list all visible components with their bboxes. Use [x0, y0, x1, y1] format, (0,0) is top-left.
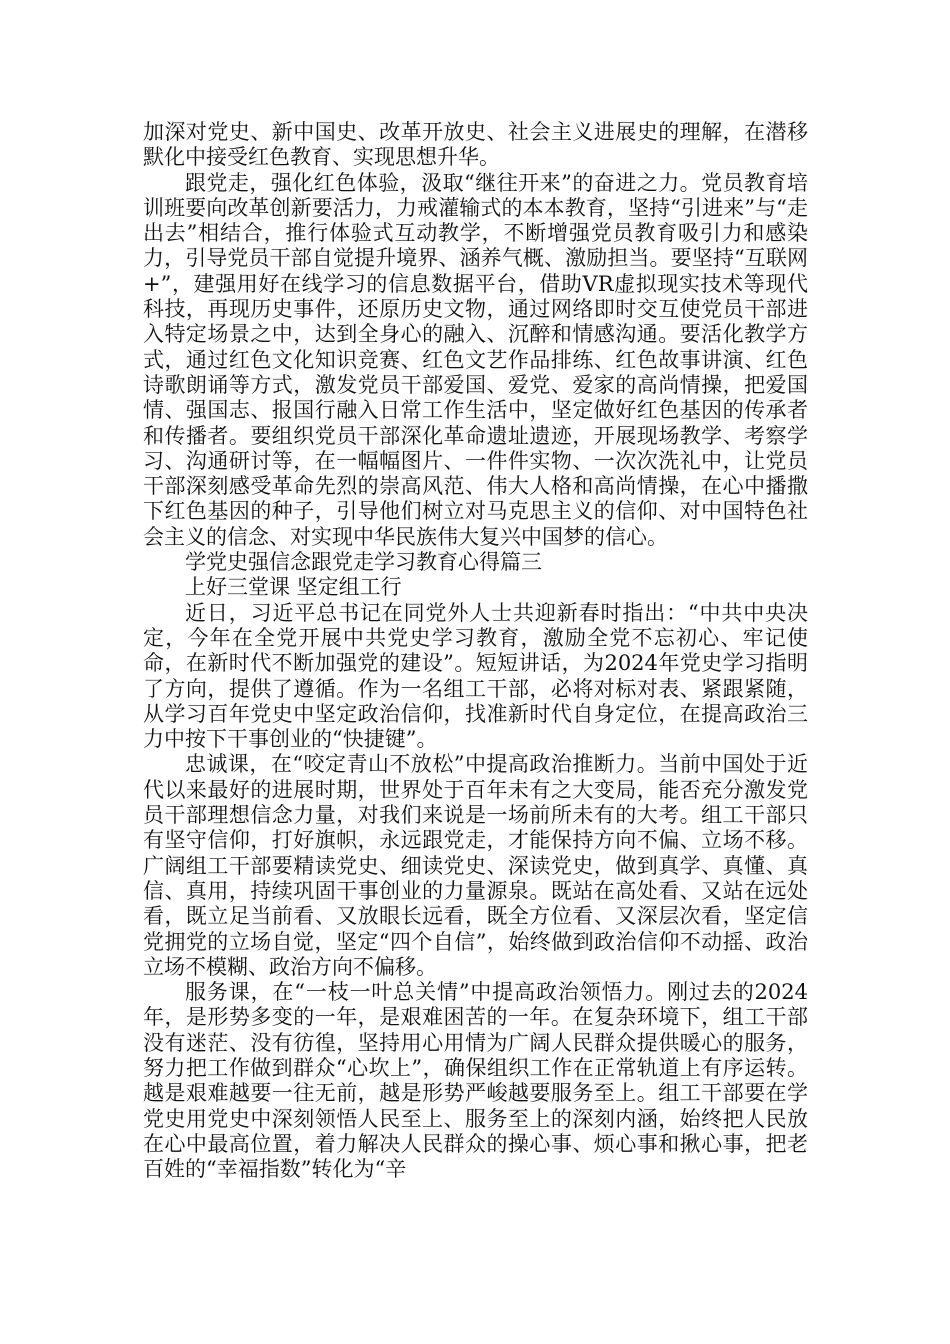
document-page — [143, 120, 808, 1310]
paragraph-loyalty-lesson: 忠诚课，在“咬定青山不放松”中提高政治推断力。当前中国处于近代以来最好的进展时期，世界处于百年未有之大变局，能否充分激发党员干部理想信念力量，对我们来说是一场前所未有的大考。组工干部只有坚守信仰，打好旗帜，永远跟党走，才能保持方向不偏、立场不移。广阔组工干部要精读党史、细读党史、深读党史，做到真学、真懂、真信、真用，持续巩固干事创业的力量源泉。既站在高处看、又站在远处看，既立足当前看、又放眼长远看，既全方位看、又深层次看，坚定信党拥党的立场自觉，坚定“四个自信”，始终做到政治信仰不动摇、政治立场不模糊、政治方向不偏移。 — [143, 752, 808, 979]
section-heading: 学党史强信念跟党走学习教育心得篇三 — [185, 550, 542, 575]
paragraph-continuation: 加深对党史、新中国史、改革开放史、社会主义进展史的理解，在潜移默化中接受红色教育、实现思想升华。 — [143, 120, 808, 170]
paragraph-red-experience: 跟党走，强化红色体验，汲取“继往开来”的奋进之力。党员教育培训班要向改革创新要活力，力戒灌输式的本本教育，坚持“引进来”与“走出去”相结合，推行体验式互动教学，不断增强党员教育吸引力和感染力，引导党员干部自觉提升境界、涵养气概、激励担当。要坚持“互联网+”，建强用好在线学习的信息数据平台，借助VR虚拟现实技术等现代科技，再现历史事件，还原历史文物，通过网络即时交互使党员干部进入特定场景之中，达到全身心的融入、沉醉和情感沟通。要活化教学方式，通过红色文化知识竞赛、红色文艺作品排练、红色故事讲演、红色诗歌朗诵等方式，激发党员干部爱国、爱党、爱家的高尚情操，把爱国情、强国志、报国行融入日常工作生活中，坚定做好红色基因的传承者和传播者。要组织党员干部深化革命遗址遗迹，开展现场教学、考察学习、沟通研讨等，在一幅幅图片、一件件实物、一次次洗礼中，让党员干部深刻感受革命先烈的崇高风范、伟大人格和高尚情操，在心中播撒下红色基因的种子，引导他们树立对马克思主义的信仰、对中国特色社会主义的信念、对实现中华民族伟大复兴中国梦的信心。 — [143, 170, 808, 549]
article-title: 上好三堂课 坚定组工行 — [185, 575, 402, 600]
paragraph-service-lesson: 服务课，在“一枝一叶总关情”中提高政治领悟力。刚过去的2024年，是形势多变的一年，是艰难困苦的一年。在复杂环境下，组工干部没有迷茫、没有彷徨，坚持用心用情为广阔人民群众提供暖心的服务，努力把工作做到群众“心坎上”，确保组织工作在正常轨道上有序运转。越是艰难越要一往无前，越是形势严峻越要服务至上。组工干部要在学党史用党史中深刻领悟人民至上、服务至上的深刻内涵，始终把人民放在心中最高位置，着力解决人民群众的操心事、烦心事和揪心事，把老百姓的“幸福指数”转化为“辛 — [143, 980, 808, 1182]
paragraph-intro: 近日，习近平总书记在同党外人士共迎新春时指出：“中共中央决定，今年在全党开展中共党史学习教育，激励全党不忘初心、牢记使命，在新时代不断加强党的建设”。短短讲话，为2024年党史学习指明了方向，提供了遵循。作为一名组工干部，必将对标对表、紧跟紧随，从学习百年党史中坚定政治信仰，找准新时代自身定位，在提高政治三力中按下干事创业的“快捷键”。 — [143, 600, 808, 752]
